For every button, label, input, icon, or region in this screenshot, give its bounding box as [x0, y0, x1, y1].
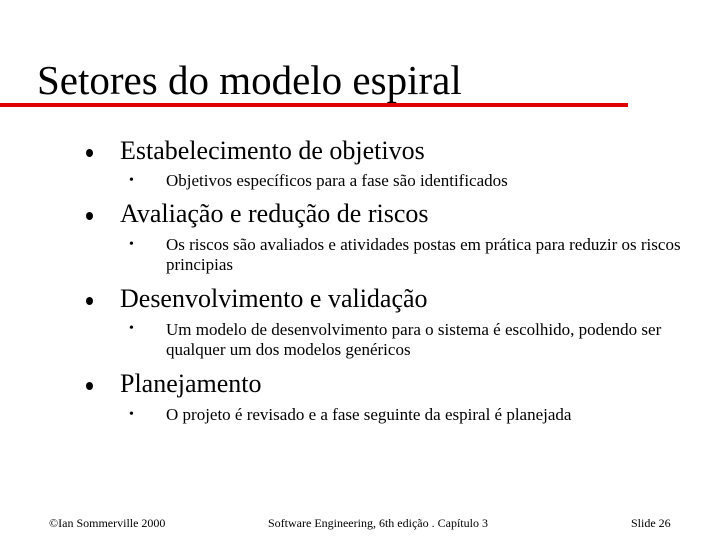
bullet-detail: O projeto é revisado e a fase seguinte da espiral é planejada — [166, 405, 572, 424]
sub-bullet-icon: • — [129, 321, 134, 336]
title-underline — [0, 103, 628, 107]
bullet-dot-icon — [86, 212, 93, 220]
bullet-heading: Estabelecimento de objetivos — [120, 136, 425, 165]
footer-book: Software Engineering, 6th edição . Capítulo 3 — [268, 516, 488, 530]
footer-slide-number: Slide 26 — [631, 516, 671, 530]
bullet-dot-icon — [86, 382, 93, 390]
bullet-dot-icon — [86, 149, 93, 157]
sub-bullet-icon: • — [129, 407, 134, 422]
bullet-detail: Os riscos são avaliados e atividades postas em prática para reduzir os riscos principias — [166, 235, 681, 274]
slide-title: Setores do modelo espiral — [37, 57, 462, 103]
bullet-dot-icon — [86, 297, 93, 305]
sub-bullet-icon: • — [129, 173, 134, 188]
footer-copyright: ©Ian Sommerville 2000 — [49, 516, 166, 530]
sub-bullet-icon: • — [129, 237, 134, 252]
bullet-detail: Objetivos específicos para a fase são identificados — [166, 171, 508, 190]
bullet-heading: Avaliação e redução de riscos — [120, 199, 429, 228]
bullet-detail: Um modelo de desenvolvimento para o sistema é escolhido, podendo ser qualquer um dos modelos genéricos — [166, 320, 662, 359]
bullet-heading: Desenvolvimento e validação — [120, 284, 428, 313]
bullet-heading: Planejamento — [120, 369, 262, 398]
